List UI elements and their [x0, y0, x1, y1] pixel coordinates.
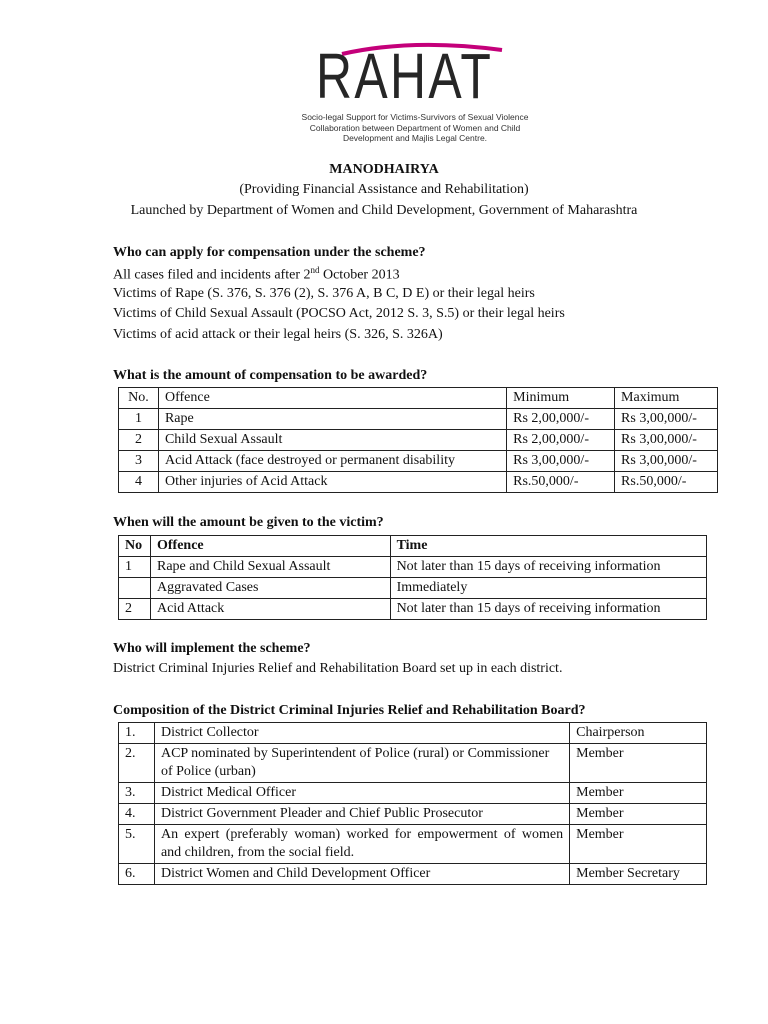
table-cell: Rs 3,00,000/- — [615, 430, 718, 451]
table-cell: Member — [570, 744, 707, 783]
table-row — [119, 744, 707, 783]
table-row — [119, 451, 718, 472]
table-cell: 2 — [119, 599, 151, 620]
table-header-cell: Offence — [158, 388, 506, 409]
table-row — [119, 804, 707, 825]
table-cell: Acid Attack (face destroyed or permanent disability — [158, 451, 506, 472]
table-cell: 1 — [119, 409, 159, 430]
logo-wordmark: RAHAT — [316, 40, 494, 112]
table-cell: Child Sexual Assault — [158, 430, 506, 451]
table-row — [119, 864, 707, 885]
logo-tagline — [300, 112, 530, 144]
table-cell: District Medical Officer — [154, 783, 569, 804]
table-cell: Member Secretary — [570, 864, 707, 885]
table-cell: Rs.50,000/- — [615, 472, 718, 493]
eligibility-line: Victims of acid attack or their legal heirs (S. 326, S. 326A) — [113, 327, 443, 342]
rahat-logo — [300, 40, 530, 152]
eligibility-line: Victims of Rape (S. 376, S. 376 (2), S. 376 A, B C, D E) or their legal heirs — [113, 286, 535, 301]
table-row — [119, 557, 707, 578]
timing-table — [118, 535, 707, 620]
table-cell: ACP nominated by Superintendent of Police (rural) or Commissioner of Police (urban) — [154, 744, 569, 783]
table-cell: Rs 2,00,000/- — [507, 409, 615, 430]
table-cell: 6. — [119, 864, 155, 885]
table-cell: 3 — [119, 451, 159, 472]
table-cell: Chairperson — [570, 723, 707, 744]
table-row — [119, 723, 707, 744]
table-cell: District Women and Child Development Officer — [154, 864, 569, 885]
amount-table — [118, 387, 718, 493]
timing-heading: When will the amount be given to the victim? — [113, 515, 384, 530]
logo-tagline-line: Collaboration between Department of Women and Child — [309, 122, 521, 133]
table-cell: Aggravated Cases — [150, 578, 390, 599]
table-cell: 5. — [119, 825, 155, 864]
table-header-cell: No — [119, 536, 151, 557]
table-cell: 2 — [119, 430, 159, 451]
doc-launched-by: Launched by Department of Women and Child Development, Government of Maharashtra — [130, 203, 638, 218]
table-cell: An expert (preferably woman) worked for empowerment of women and children, from the social field. — [154, 825, 569, 864]
implement-text: District Criminal Injuries Relief and Rehabilitation Board set up in each district. — [113, 661, 563, 676]
table-cell: 4. — [119, 804, 155, 825]
table-cell: Acid Attack — [150, 599, 390, 620]
table-cell — [119, 578, 151, 599]
doc-title: MANODHAIRYA — [329, 162, 439, 177]
table-header-row — [119, 388, 718, 409]
table-row — [119, 599, 707, 620]
table-cell: 2. — [119, 744, 155, 783]
logo-tagline-line: Socio-legal Support for Victims-Survivors of Sexual Violence — [301, 112, 529, 122]
table-cell: District Collector — [154, 723, 569, 744]
table-cell: 4 — [119, 472, 159, 493]
table-cell: Rs.50,000/- — [507, 472, 615, 493]
doc-subtitle: (Providing Financial Assistance and Rehabilitation) — [239, 182, 529, 197]
table-cell: Other injuries of Acid Attack — [158, 472, 506, 493]
table-cell: 3. — [119, 783, 155, 804]
table-cell: District Government Pleader and Chief Public Prosecutor — [154, 804, 569, 825]
table-header-cell: Offence — [150, 536, 390, 557]
table-cell: Rape and Child Sexual Assault — [150, 557, 390, 578]
composition-heading: Composition of the District Criminal Injuries Relief and Rehabilitation Board? — [113, 703, 586, 718]
table-cell: Rs 3,00,000/- — [615, 409, 718, 430]
table-cell: Not later than 15 days of receiving information — [390, 557, 706, 578]
eligibility-heading: Who can apply for compensation under the scheme? — [113, 245, 426, 260]
table-cell: Rape — [158, 409, 506, 430]
table-cell: Rs 3,00,000/- — [507, 451, 615, 472]
table-cell: 1. — [119, 723, 155, 744]
table-cell: Rs 3,00,000/- — [615, 451, 718, 472]
eligibility-line: Victims of Child Sexual Assault (POCSO Act, 2012 S. 3, S.5) or their legal heirs — [113, 306, 565, 321]
table-row — [119, 430, 718, 451]
table-header-row — [119, 536, 707, 557]
table-row — [119, 578, 707, 599]
implement-heading: Who will implement the scheme? — [113, 641, 311, 656]
table-header-cell: Minimum — [507, 388, 615, 409]
table-row — [119, 472, 718, 493]
table-cell: Member — [570, 804, 707, 825]
composition-table — [118, 722, 707, 885]
table-header-cell: Time — [390, 536, 706, 557]
table-cell: 1 — [119, 557, 151, 578]
table-row — [119, 783, 707, 804]
table-cell: Rs 2,00,000/- — [507, 430, 615, 451]
table-row — [119, 409, 718, 430]
table-cell: Member — [570, 825, 707, 864]
table-row — [119, 825, 707, 864]
logo-tagline-line: Development and Majlis Legal Centre. — [342, 133, 488, 143]
table-header-cell: No. — [119, 388, 159, 409]
table-cell: Not later than 15 days of receiving information — [390, 599, 706, 620]
table-cell: Immediately — [390, 578, 706, 599]
table-header-cell: Maximum — [615, 388, 718, 409]
table-cell: Member — [570, 783, 707, 804]
amount-heading: What is the amount of compensation to be awarded? — [113, 368, 428, 383]
eligibility-line: All cases filed and incidents after 2nd October 2013 — [113, 265, 400, 283]
